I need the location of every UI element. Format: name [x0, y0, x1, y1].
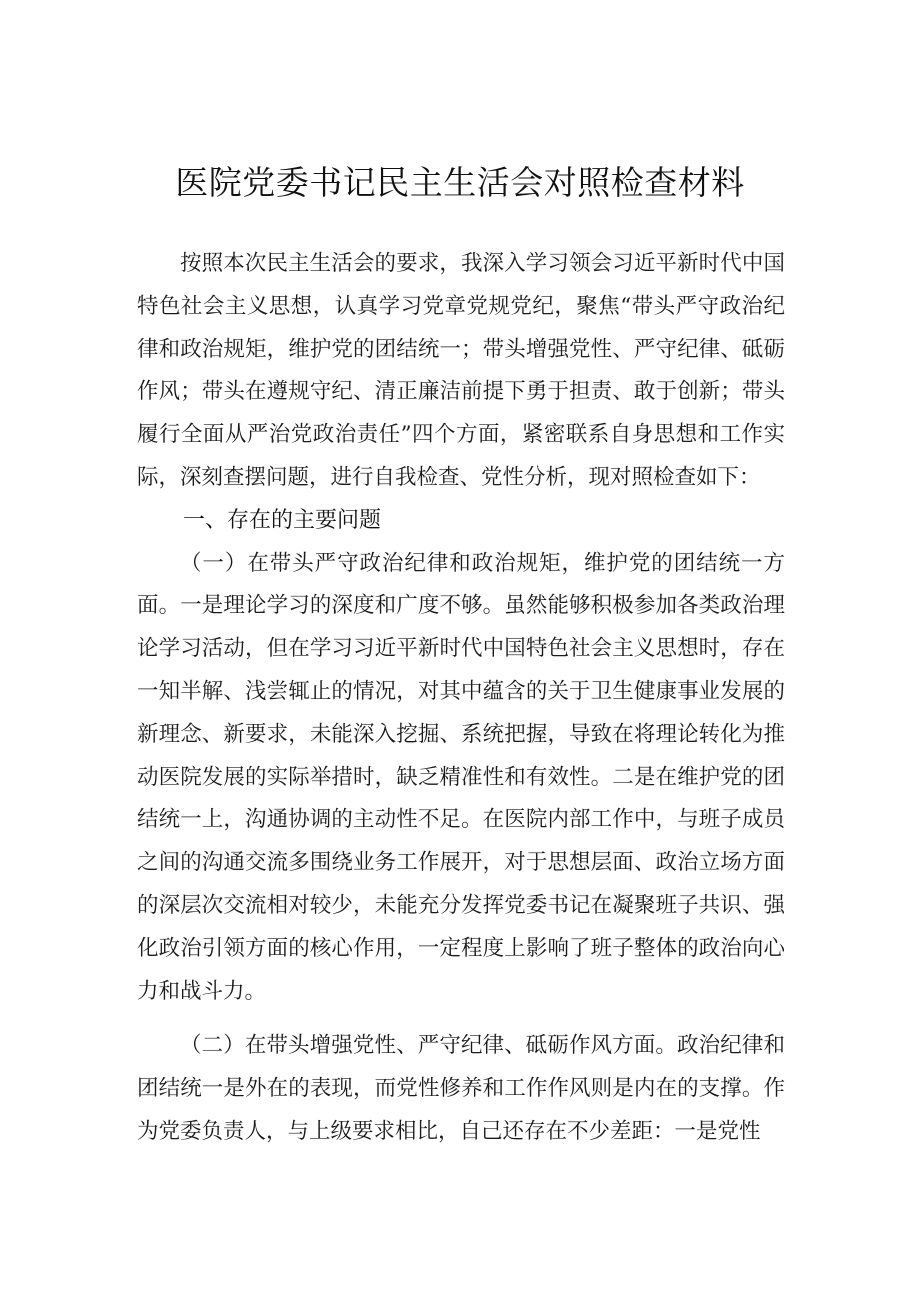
document-body [137, 243, 785, 1154]
problem-item-1-paragraph: （一）在带头严守政治纪律和政治规矩，维护党的团结统一方面。一是理论学习的深度和广度不够。虽然能够积极参加各类政治理论学习活动，但在学习习近平新时代中国特色社会主义思想时，存在一知半解、浅尝辄止的情况，对其中蕴含的关于卫生健康事业发展的新理念、新要求，未能深入挖掘、系统把握，导致在将理论转化为推动医院发展的实际举措时，缺乏精准性和有效性。二是在维护党的团结统一上，沟通协调的主动性不足。在医院内部工作中，与班子成员之间的沟通交流多围绕业务工作展开，对于思想层面、政治立场方面的深层次交流相对较少，未能充分发挥党委书记在凝聚班子共识、强化政治引领方面的核心作用，一定程度上影响了班子整体的政治向心力和战斗力。 [137, 550, 785, 1004]
section-heading-main-problems: 一、存在的主要问题 [183, 507, 382, 533]
intro-paragraph: 按照本次民主生活会的要求，我深入学习领会习近平新时代中国特色社会主义思想，认真学习党章党规党纪，聚焦“带头严守政治纪律和政治规矩，维护党的团结统一；带头增强党性、严守纪律、砥砺作风；带头在遵规守纪、清正廉洁前提下勇于担责、敢于创新；带头履行全面从严治党政治责任”四个方面，紧密联系自身思想和工作实际，深刻查摆问题，进行自我检查、党性分析，现对照检查如下： [137, 251, 785, 490]
document-title: 医院党委书记民主生活会对照检查材料 [175, 163, 745, 202]
problem-item-2-paragraph: （二）在带头增强党性、严守纪律、砥砺作风方面。政治纪律和团结统一是外在的表现，而党性修养和工作作风则是内在的支撑。作为党委负责人，与上级要求相比，自己还存在不少差距：一是党性 [137, 1033, 785, 1144]
